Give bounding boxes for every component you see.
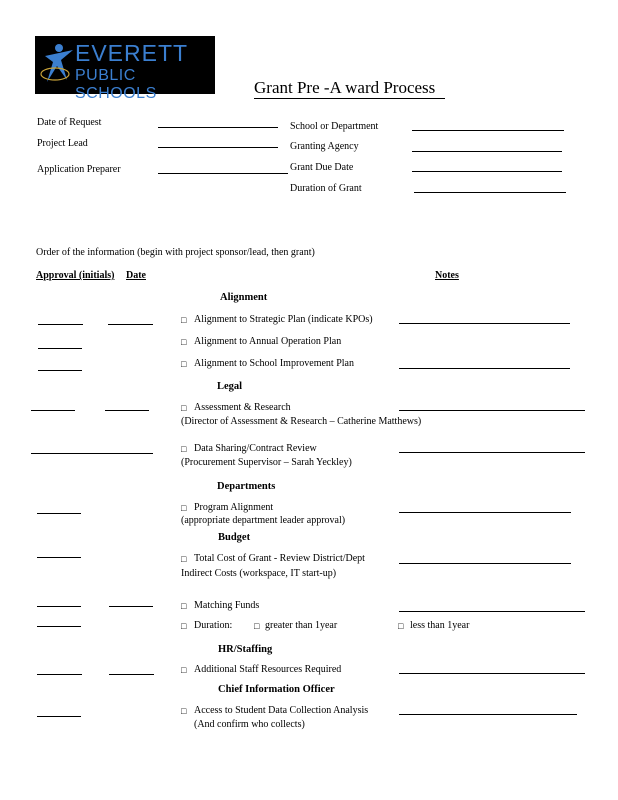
item-student-data-access-note: (And confirm who collects)	[194, 719, 305, 730]
checkbox-icon[interactable]: □	[181, 706, 187, 716]
notes-column-header: Notes	[435, 270, 459, 281]
checkbox-icon[interactable]: □	[181, 665, 187, 675]
notes-line[interactable]	[399, 714, 577, 715]
item-strategic-plan: Alignment to Strategic Plan (indicate KPOs)	[194, 314, 373, 325]
item-duration: Duration:	[194, 620, 233, 631]
approval-line[interactable]	[37, 716, 81, 717]
checkbox-icon[interactable]: □	[181, 359, 187, 369]
checkbox-icon[interactable]: □	[181, 621, 187, 631]
item-matching-funds: Matching Funds	[194, 600, 260, 611]
section-hr-staffing: HR/Staffing	[218, 644, 273, 655]
district-logo	[35, 36, 215, 102]
date-column-header: Date	[126, 270, 146, 281]
notes-line[interactable]	[399, 563, 571, 564]
page-title: Grant Pre -A ward Process	[254, 78, 445, 99]
notes-line[interactable]	[399, 611, 585, 612]
grant-due-date-label: Grant Due Date	[290, 162, 354, 173]
duration-of-grant-field[interactable]	[414, 192, 566, 193]
option-greater-than-1year: greater than 1year	[265, 620, 338, 631]
application-preparer-field[interactable]	[158, 173, 288, 174]
approval-line[interactable]	[37, 606, 81, 607]
item-total-cost: Total Cost of Grant - Review District/Dept	[194, 553, 365, 564]
date-line[interactable]	[108, 324, 153, 325]
notes-line[interactable]	[399, 673, 585, 674]
section-departments: Departments	[217, 481, 276, 492]
notes-line[interactable]	[399, 512, 571, 513]
approval-line[interactable]	[31, 453, 153, 454]
date-line[interactable]	[109, 674, 154, 675]
checkbox-icon[interactable]: □	[181, 337, 187, 347]
granting-agency-field[interactable]	[412, 151, 562, 152]
checkbox-icon[interactable]: □	[181, 503, 187, 513]
section-cio: Chief Information Officer	[218, 684, 335, 695]
school-dept-field[interactable]	[412, 130, 564, 131]
checkbox-icon[interactable]: □	[398, 621, 404, 631]
approval-line[interactable]	[37, 513, 81, 514]
date-line[interactable]	[109, 606, 153, 607]
checkbox-icon[interactable]: □	[181, 315, 187, 325]
item-student-data-access: Access to Student Data Collection Analysis	[194, 705, 369, 716]
approval-line[interactable]	[38, 370, 82, 371]
section-alignment: Alignment	[220, 292, 268, 303]
notes-line[interactable]	[399, 452, 585, 453]
checkbox-icon[interactable]: □	[181, 554, 187, 564]
item-additional-staff: Additional Staff Resources Required	[194, 664, 342, 675]
application-preparer-label: Application Preparer	[37, 164, 121, 175]
checkbox-icon[interactable]: □	[254, 621, 260, 631]
duration-of-grant-label: Duration of Grant	[290, 183, 362, 194]
item-total-cost-note: Indirect Costs (workspace, IT start-up)	[181, 568, 337, 579]
logo-line1: EVERETT	[75, 40, 189, 66]
section-budget: Budget	[218, 532, 251, 543]
checkbox-icon[interactable]: □	[181, 403, 187, 413]
checkbox-icon[interactable]: □	[181, 444, 187, 454]
order-instructions: Order of the information (begin with project sponsor/lead, then grant)	[36, 247, 315, 258]
date-of-request-label: Date of Request	[37, 117, 102, 128]
checkbox-icon[interactable]: □	[181, 601, 187, 611]
item-assessment-contact: (Director of Assessment & Research – Catherine Matthews)	[181, 416, 422, 427]
notes-line[interactable]	[399, 368, 570, 369]
item-assessment: Assessment & Research	[194, 402, 291, 413]
item-program-alignment: Program Alignment	[194, 502, 274, 513]
date-of-request-field[interactable]	[158, 127, 278, 128]
item-school-improvement-plan: Alignment to School Improvement Plan	[194, 358, 354, 369]
approval-line[interactable]	[38, 324, 83, 325]
notes-line[interactable]	[399, 410, 585, 411]
notes-line[interactable]	[399, 323, 570, 324]
item-program-alignment-note: (appropriate department leader approval)	[181, 515, 346, 526]
school-dept-label: School or Department	[290, 121, 379, 132]
logo-figure-icon	[37, 36, 77, 94]
item-data-sharing: Data Sharing/Contract Review	[194, 443, 317, 454]
approval-line[interactable]	[37, 674, 82, 675]
date-line[interactable]	[105, 410, 149, 411]
granting-agency-label: Granting Agency	[290, 141, 359, 152]
item-annual-plan: Alignment to Annual Operation Plan	[194, 336, 342, 347]
approval-line[interactable]	[37, 557, 81, 558]
grant-due-date-field[interactable]	[412, 171, 562, 172]
logo-line2: PUBLIC SCHOOLS	[75, 67, 157, 102]
item-data-sharing-contact: (Procurement Supervisor – Sarah Yeckley)	[181, 457, 352, 468]
option-less-than-1year: less than 1year	[410, 620, 470, 631]
section-legal: Legal	[217, 381, 243, 392]
approval-line[interactable]	[31, 410, 75, 411]
approval-column-header: Approval (initials)	[36, 270, 115, 281]
approval-line[interactable]	[38, 348, 82, 349]
project-lead-label: Project Lead	[37, 138, 88, 149]
project-lead-field[interactable]	[158, 147, 278, 148]
approval-line[interactable]	[37, 626, 81, 627]
